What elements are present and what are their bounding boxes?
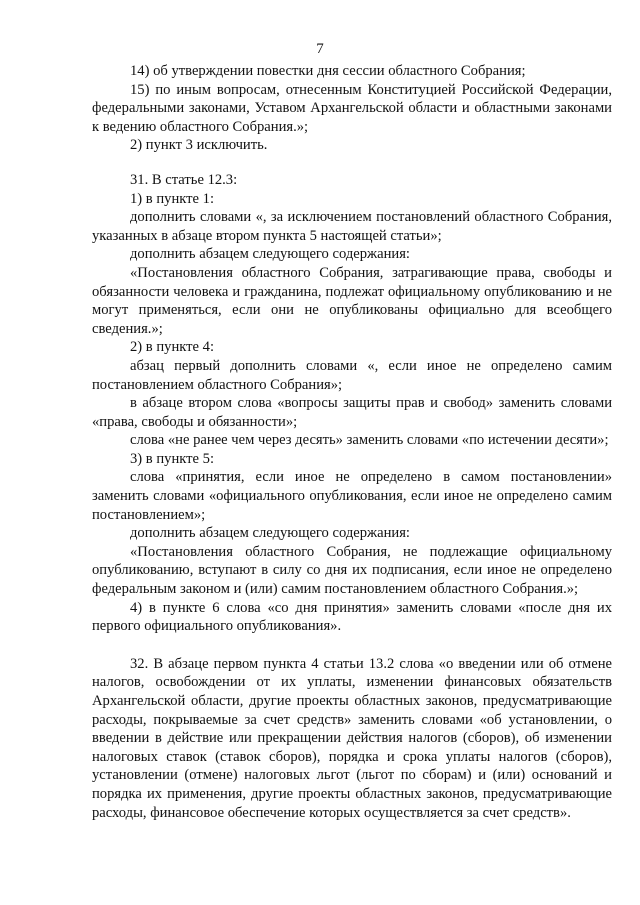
paragraph-item-14: 14) об утверждении повестки дня сессии областного Собрания; — [130, 63, 526, 79]
section-spacer — [92, 636, 612, 655]
paragraph-31-5-add-abzac: дополнить абзацем следующего содержания: — [130, 525, 410, 542]
paragraph-31-point-4: 2) в пункте 4: — [130, 339, 215, 356]
paragraph-31-5-words: слова «принятия, если иное не определено в самом постановлении» заменить словами «официального опубликования, если иное не определено самим постановлением»; — [92, 469, 612, 523]
paragraph-section-31: 31. В статье 12.3: — [130, 171, 238, 188]
paragraph-31-4-first: абзац первый дополнить словами «, если иное не определено самим постановлением областного Собрания»; — [92, 357, 612, 393]
paragraph-section-32: 32. В абзаце первом пункта 4 статьи 13.2 слова «о введении или об отмене налогов, освобождении от их уплаты, изменении финансовых обязательств Архангельской области, другие проекты областных законов, предусматривающие расходы, покрываемые за счет средств» заменить словами «об установлении, о введении в действие или прекращении действия налогов (сборов), об изменении налоговых ставок (ставок сборов), порядка и срока уплаты налогов (сборов), установлении (отмене) налоговых льгот (льгот по сборам) и (или) оснований и порядка их применения, другие проекты областных законов, предусматривающие расходы, финансовое обеспечение которых осуществляется за счет средств». — [92, 655, 612, 821]
section-spacer — [92, 155, 612, 171]
paragraph-point-2-exclude: 2) пункт 3 исключить. — [130, 137, 268, 154]
paragraph-31-4-second: в абзаце втором слова «вопросы защиты прав и свобод» заменить словами «права, свободы и обязанности»; — [92, 395, 612, 430]
paragraph-31-4-words: слова «не ранее чем через десять» заменить словами «по истечении десяти»; — [130, 432, 609, 449]
paragraph-31-1-quote: «Постановления областного Собрания, затрагивающие права, свободы и обязанности человека и гражданина, подлежат официальному опубликованию и не могут применяться, если они не опубликованы официально для всеобщего сведения.»; — [92, 264, 612, 337]
paragraph-31-1-add-words: дополнить словами «, за исключением постановлений областного Собрания, указанных в абзаце втором пункта 5 настоящей статьи»; — [92, 209, 612, 244]
paragraph-item-15: 15) по иным вопросам, отнесенным Конституцией Российской Федерации, федеральными законами, Уставом Архангельской области и областными законами к ведению областного Собрания.»; — [92, 81, 612, 135]
paragraph-31-point-6: 4) в пункте 6 слова «со дня принятия» заменить словами «после дня их первого официального опубликования». — [92, 599, 612, 635]
paragraph-31-5-quote: «Постановления областного Собрания, не подлежащие официальному опубликованию, вступают в силу со дня их подписания, если иное не определено федеральным законом и (или) самим постановлением областного Собрания.»; — [92, 543, 612, 598]
document-body — [92, 62, 612, 822]
paragraph-31-point-5: 3) в пункте 5: — [130, 450, 215, 467]
paragraph-31-1-add-abzac: дополнить абзацем следующего содержания: — [130, 246, 410, 263]
paragraph-31-point-1: 1) в пункте 1: — [130, 190, 215, 207]
page-number: 7 — [316, 41, 324, 57]
